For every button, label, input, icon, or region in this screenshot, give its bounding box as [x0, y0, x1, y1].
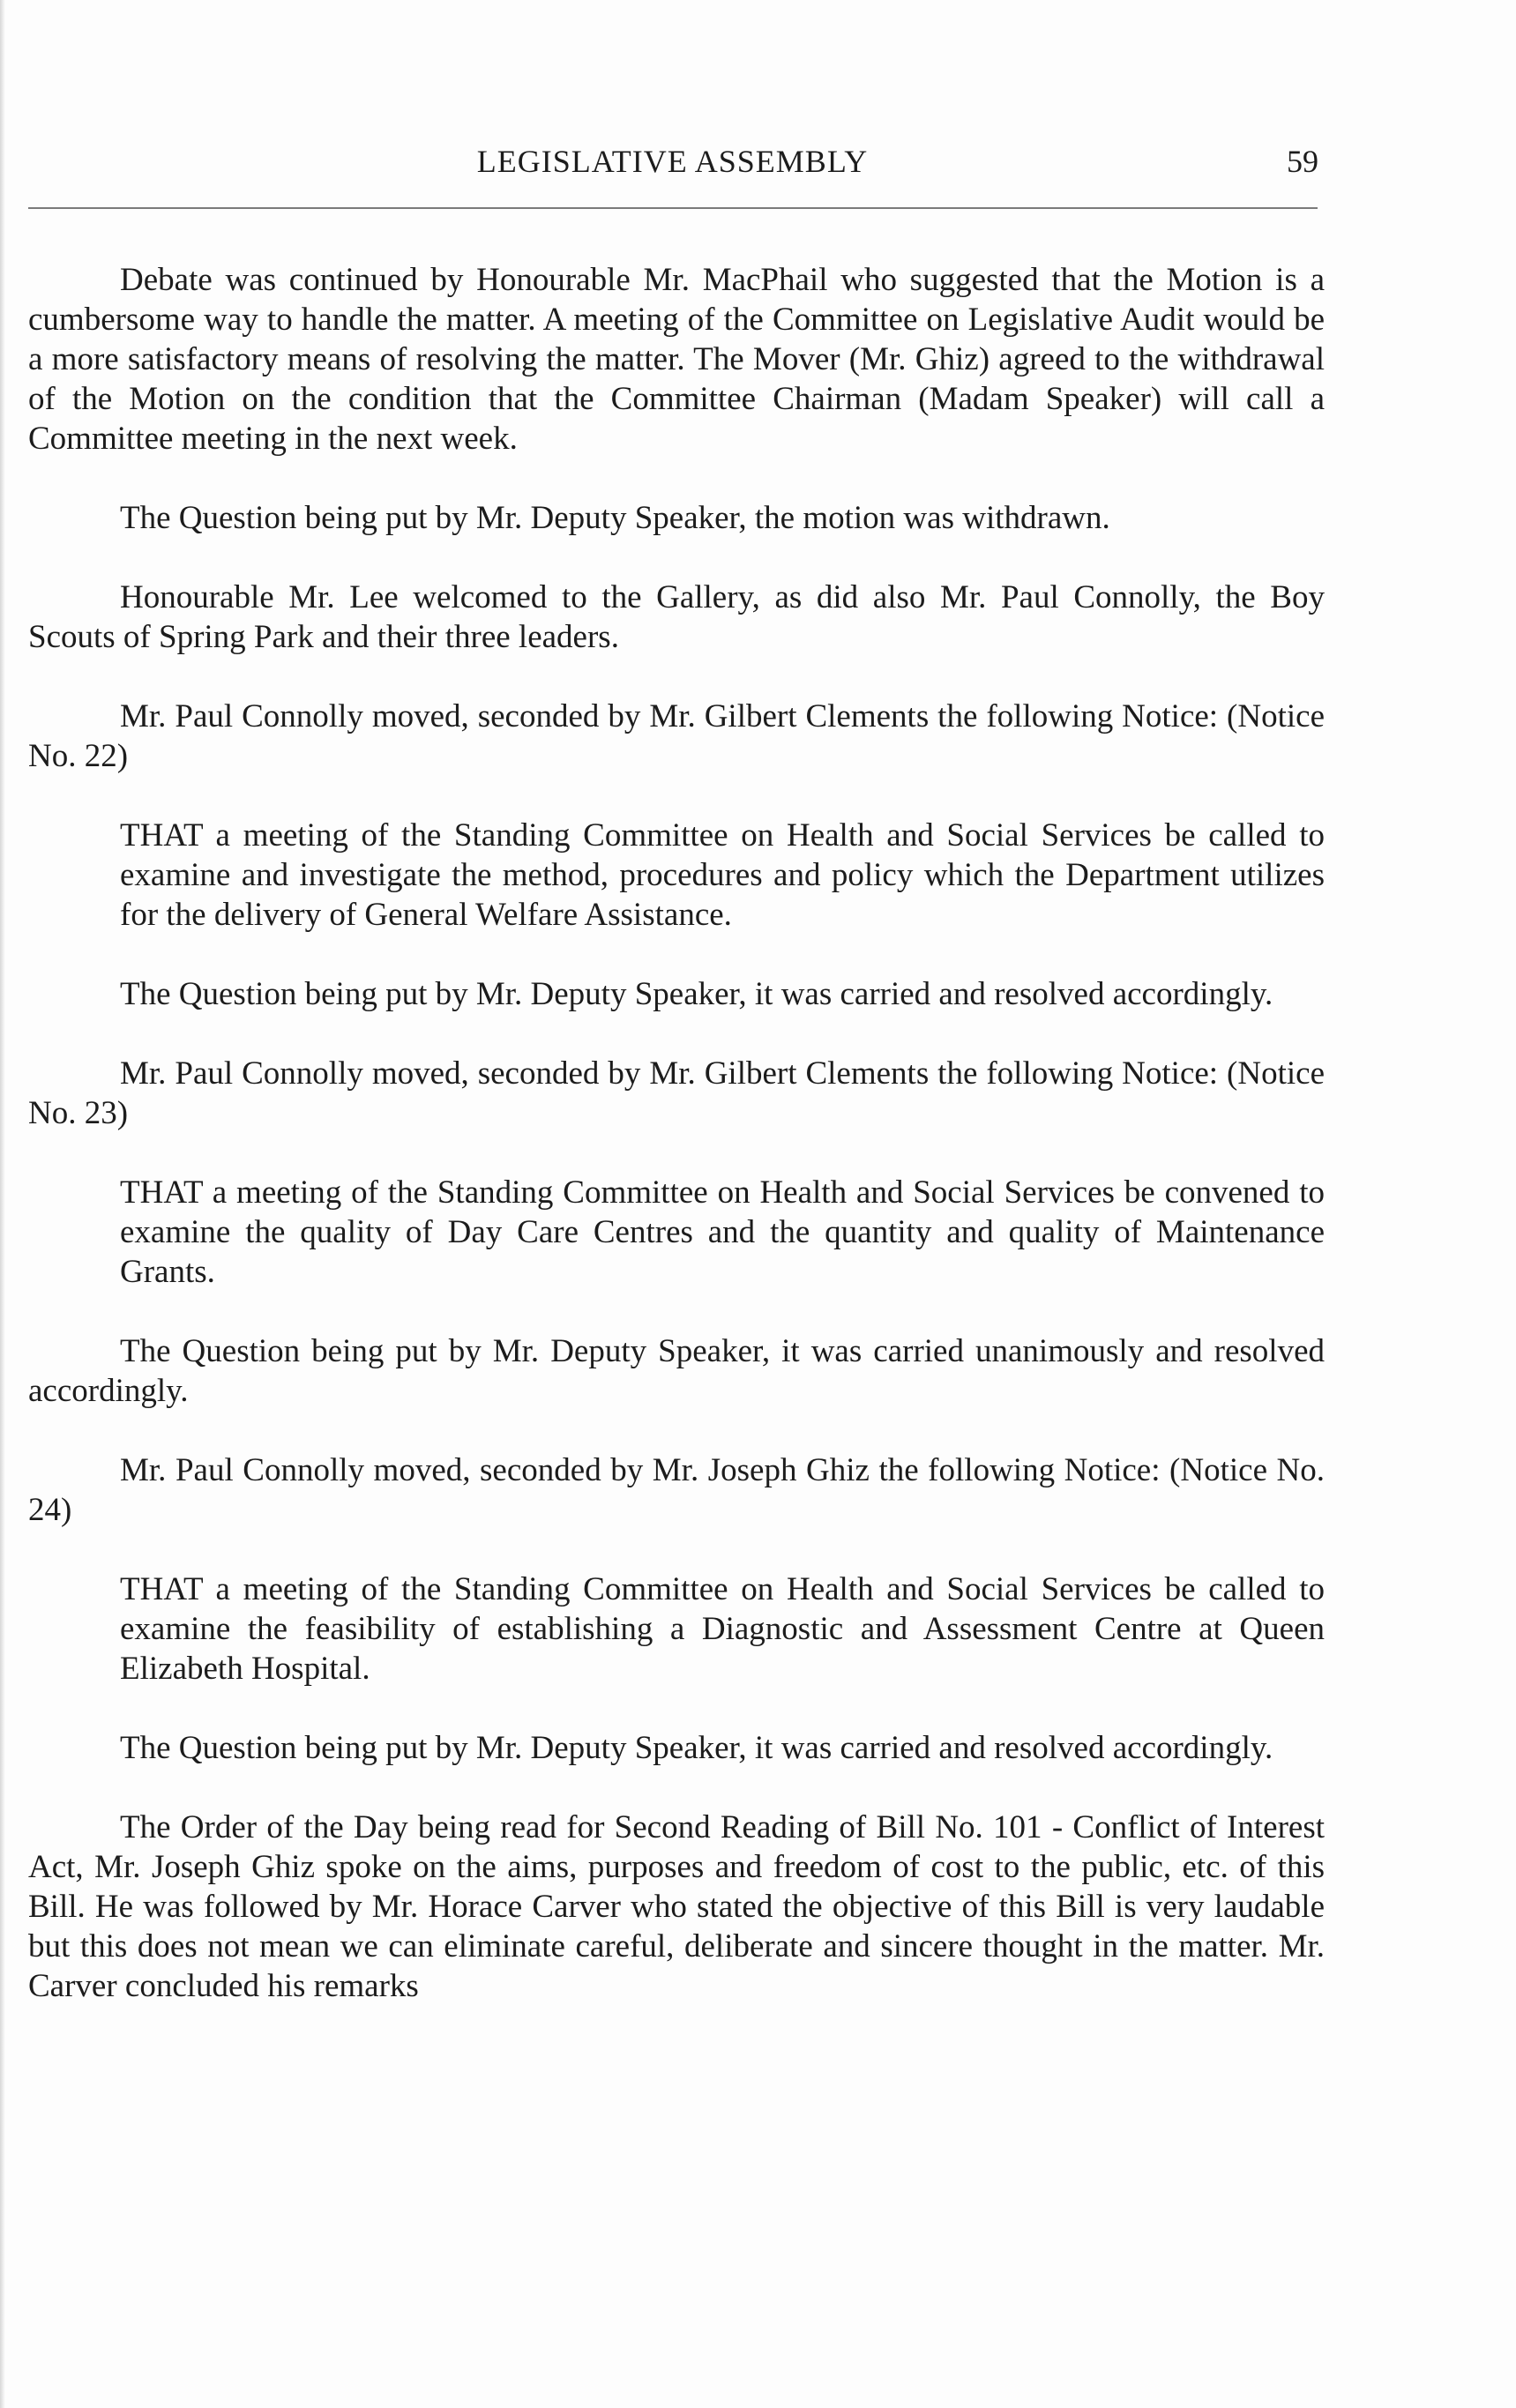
paragraph-notice-22-resolved: The Question being put by Mr. Deputy Speaker, it was carried and resolved accordingly.	[120, 976, 1273, 1012]
paragraph-notice-22-moved: Mr. Paul Connolly moved, seconded by Mr. Gilbert Clements the following Notice: (Notice No. 22)	[28, 698, 1325, 774]
paragraph-notice-23-text: THAT a meeting of the Standing Committee on Health and Social Services be convened to examine the quality of Day Care Centres and the quantity and quality of Maintenance Grants.	[120, 1174, 1325, 1290]
body-text	[28, 260, 1325, 2006]
paragraph-bill-101-second-reading: The Order of the Day being read for Second Reading of Bill No. 101 - Conflict of Interest Act, Mr. Joseph Ghiz spoke on the aims, purposes and freedom of cost to the public, etc. of this Bill. He was followed by Mr. Horace Carver who stated the objective of this Bill is very laudable but this does not mean we can eliminate careful, deliberate and sincere thought in the matter. Mr. Carver concluded his remarks	[28, 1809, 1325, 2004]
header-title: LEGISLATIVE ASSEMBLY	[476, 144, 869, 179]
paragraph-notice-22-text: THAT a meeting of the Standing Committee on Health and Social Services be called to examine and investigate the method, procedures and policy which the Department utilizes for the delivery of General Welfare Assistance.	[120, 817, 1325, 933]
page-edge-shadow	[0, 0, 5, 2408]
paragraph-debate-macphail: Debate was continued by Honourable Mr. MacPhail who suggested that the Motion is a cumbersome way to handle the matter. A meeting of the Committee on Legislative Audit would be a more satisfactory means of resolving the matter. The Mover (Mr. Ghiz) agreed to the withdrawal of the Motion on the condition that the Committee Chairman (Madam Speaker) will call a Committee meeting in the next week.	[28, 262, 1325, 457]
paragraph-motion-withdrawn: The Question being put by Mr. Deputy Speaker, the motion was withdrawn.	[120, 500, 1110, 536]
page-number: 59	[1287, 144, 1318, 179]
paragraph-gallery-welcome: Honourable Mr. Lee welcomed to the Gallery, as did also Mr. Paul Connolly, the Boy Scouts of Spring Park and their three leaders.	[28, 579, 1325, 655]
paragraph-notice-24-resolved: The Question being put by Mr. Deputy Speaker, it was carried and resolved accordingly.	[120, 1730, 1273, 1766]
paragraph-notice-23-moved: Mr. Paul Connolly moved, seconded by Mr. Gilbert Clements the following Notice: (Notice No. 23)	[28, 1055, 1325, 1131]
running-header	[26, 139, 1318, 183]
paragraph-notice-24-moved: Mr. Paul Connolly moved, seconded by Mr. Joseph Ghiz the following Notice: (Notice No. 24)	[28, 1452, 1325, 1528]
paragraph-notice-23-resolved: The Question being put by Mr. Deputy Speaker, it was carried unanimously and resolved accordingly.	[28, 1333, 1325, 1409]
paragraph-notice-24-text: THAT a meeting of the Standing Committee on Health and Social Services be called to examine the feasibility of establishing a Diagnostic and Assessment Centre at Queen Elizabeth Hospital.	[120, 1571, 1325, 1687]
header-rule	[28, 207, 1318, 209]
